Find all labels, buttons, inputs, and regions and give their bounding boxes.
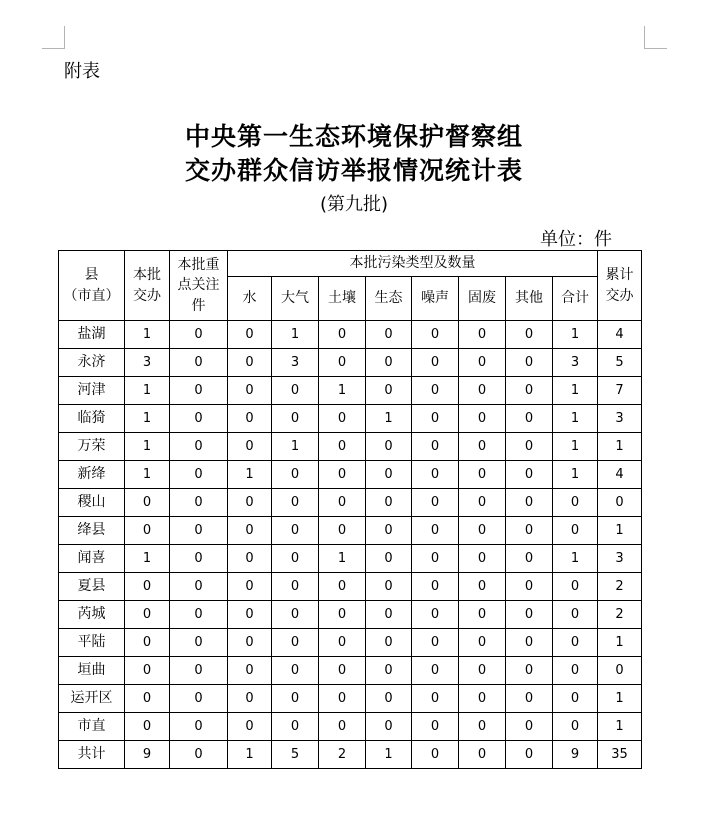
table-cell: 0: [366, 629, 412, 657]
table-cell: 0: [412, 629, 459, 657]
county-name: 河津: [59, 377, 125, 405]
table-cell: 9: [553, 741, 598, 769]
table-cell: 0: [366, 517, 412, 545]
table-cell: 1: [553, 545, 598, 573]
table-row: [59, 601, 642, 629]
table-cell: 1: [598, 433, 642, 461]
table-cell: 1: [598, 685, 642, 713]
table-cell: 5: [272, 741, 319, 769]
table-row: [59, 461, 642, 489]
table-cell: 1: [228, 461, 272, 489]
table-cell: 0: [553, 713, 598, 741]
table-cell: 0: [170, 377, 228, 405]
table-cell: 0: [553, 685, 598, 713]
table-cell: 1: [125, 321, 170, 349]
table-cell: 1: [598, 713, 642, 741]
table-cell: 0: [506, 741, 553, 769]
table-row: [59, 377, 642, 405]
table-cell: 0: [412, 713, 459, 741]
table-row: [59, 349, 642, 377]
table-cell: 0: [506, 545, 553, 573]
table-cell: 0: [412, 601, 459, 629]
table-cell: 0: [506, 461, 553, 489]
table-cell: 0: [319, 713, 366, 741]
table-cell: 0: [553, 489, 598, 517]
table-cell: 0: [319, 517, 366, 545]
table-cell: 4: [598, 461, 642, 489]
table-cell: 0: [553, 657, 598, 685]
table-cell: 0: [272, 461, 319, 489]
table-cell: 0: [272, 601, 319, 629]
county-name: 芮城: [59, 601, 125, 629]
table-cell: 0: [170, 629, 228, 657]
table-cell: 0: [272, 377, 319, 405]
county-name: 绛县: [59, 517, 125, 545]
table-cell: 9: [125, 741, 170, 769]
table-cell: 0: [170, 741, 228, 769]
table-row: [59, 657, 642, 685]
table-cell: 0: [366, 489, 412, 517]
table-cell: 0: [272, 545, 319, 573]
table-cell: 1: [125, 461, 170, 489]
table-cell: 0: [459, 545, 506, 573]
table-cell: 0: [459, 433, 506, 461]
table-cell: 0: [125, 629, 170, 657]
table-row: [59, 321, 642, 349]
table-cell: 1: [125, 377, 170, 405]
table-cell: 0: [170, 461, 228, 489]
table-cell: 1: [553, 405, 598, 433]
table-cell: 1: [125, 405, 170, 433]
table-cell: 0: [170, 685, 228, 713]
table-cell: 0: [319, 321, 366, 349]
table-cell: 0: [272, 489, 319, 517]
table-cell: 1: [272, 433, 319, 461]
header-batch-assigned: 本批 交办: [125, 251, 170, 321]
table-cell: 3: [272, 349, 319, 377]
table-cell: 0: [228, 685, 272, 713]
table-cell: 0: [319, 657, 366, 685]
table-row: [59, 545, 642, 573]
table-cell: 0: [272, 517, 319, 545]
table-cell: 0: [366, 573, 412, 601]
table-cell: 0: [459, 741, 506, 769]
table-cell: 0: [228, 405, 272, 433]
table-cell: 0: [228, 433, 272, 461]
table-cell: 0: [598, 657, 642, 685]
table-cell: 0: [228, 517, 272, 545]
table-cell: 0: [366, 545, 412, 573]
table-cell: 0: [366, 461, 412, 489]
table-cell: 1: [319, 377, 366, 405]
crop-mark-top-left: [42, 26, 65, 49]
table-cell: 0: [125, 657, 170, 685]
table-cell: 0: [459, 377, 506, 405]
county-name: 运开区: [59, 685, 125, 713]
table-cell: 0: [412, 545, 459, 573]
table-cell: 1: [553, 433, 598, 461]
table-cell: 0: [125, 489, 170, 517]
table-cell: 2: [598, 601, 642, 629]
table-cell: 0: [170, 657, 228, 685]
table-cell: 0: [272, 629, 319, 657]
table-cell: 3: [598, 545, 642, 573]
table-cell: 0: [319, 405, 366, 433]
table-row: [59, 741, 642, 769]
header-type: 其他: [506, 277, 553, 321]
crop-mark-top-right: [644, 26, 667, 49]
table-cell: 2: [598, 573, 642, 601]
table-cell: 0: [459, 517, 506, 545]
table-cell: 0: [228, 377, 272, 405]
table-cell: 0: [228, 713, 272, 741]
header-type: 水: [228, 277, 272, 321]
table-cell: 0: [272, 657, 319, 685]
table-cell: 1: [598, 629, 642, 657]
table-cell: 0: [170, 321, 228, 349]
table-cell: 1: [366, 741, 412, 769]
table-cell: 1: [598, 517, 642, 545]
table-cell: 0: [459, 601, 506, 629]
table-cell: 0: [366, 433, 412, 461]
table-cell: 1: [125, 433, 170, 461]
table-cell: 0: [553, 517, 598, 545]
table-cell: 0: [412, 489, 459, 517]
table-cell: 0: [506, 433, 553, 461]
table-cell: 1: [366, 405, 412, 433]
table-row: [59, 517, 642, 545]
header-type: 土壤: [319, 277, 366, 321]
table-cell: 0: [125, 713, 170, 741]
table-cell: 0: [228, 349, 272, 377]
table-cell: 0: [366, 601, 412, 629]
county-name: 市直: [59, 713, 125, 741]
table-cell: 0: [170, 433, 228, 461]
table-cell: 0: [170, 573, 228, 601]
batch-subtitle: (第九批): [319, 194, 389, 215]
table-cell: 0: [506, 601, 553, 629]
table-cell: 0: [506, 349, 553, 377]
header-type: 合计: [553, 277, 598, 321]
table-cell: 0: [506, 405, 553, 433]
table-cell: 0: [506, 377, 553, 405]
county-name: 新绛: [59, 461, 125, 489]
table-cell: 0: [506, 321, 553, 349]
county-name: 夏县: [59, 573, 125, 601]
table-row: [59, 489, 642, 517]
table-cell: 0: [170, 545, 228, 573]
table-cell: 0: [319, 629, 366, 657]
table-cell: 1: [125, 545, 170, 573]
table-cell: 0: [459, 629, 506, 657]
table-cell: 0: [412, 433, 459, 461]
table-cell: 0: [459, 461, 506, 489]
county-name: 稷山: [59, 489, 125, 517]
table-row: [59, 685, 642, 713]
table-cell: 1: [553, 377, 598, 405]
statistics-table: [58, 250, 642, 769]
table-cell: 0: [598, 489, 642, 517]
table-cell: 3: [598, 405, 642, 433]
table-cell: 0: [506, 657, 553, 685]
county-name: 临猗: [59, 405, 125, 433]
attachment-label: 附表: [64, 61, 100, 82]
table-row: [59, 573, 642, 601]
county-name: 万荣: [59, 433, 125, 461]
table-cell: 0: [553, 629, 598, 657]
table-cell: 0: [412, 405, 459, 433]
county-name: 永济: [59, 349, 125, 377]
table-row: [59, 629, 642, 657]
table-cell: 0: [366, 713, 412, 741]
table-cell: 0: [506, 629, 553, 657]
table-cell: 0: [272, 685, 319, 713]
table-cell: 0: [459, 685, 506, 713]
table-cell: 0: [366, 377, 412, 405]
table-cell: 0: [228, 573, 272, 601]
table-cell: 0: [319, 433, 366, 461]
table-cell: 0: [459, 657, 506, 685]
table-cell: 0: [412, 685, 459, 713]
table-cell: 7: [598, 377, 642, 405]
table-cell: 0: [170, 601, 228, 629]
table-cell: 0: [412, 349, 459, 377]
table-cell: 0: [506, 489, 553, 517]
table-cell: 0: [366, 349, 412, 377]
table-cell: 0: [412, 517, 459, 545]
header-type: 固废: [459, 277, 506, 321]
table-cell: 0: [170, 349, 228, 377]
table-cell: 0: [125, 601, 170, 629]
header-type: 大气: [272, 277, 319, 321]
county-name: 盐湖: [59, 321, 125, 349]
header-key-concern: 本批重 点关注 件: [170, 251, 228, 321]
header-county: 县 （市直）: [59, 251, 125, 321]
table-cell: 0: [319, 349, 366, 377]
table-cell: 0: [553, 573, 598, 601]
table-cell: 0: [506, 685, 553, 713]
table-cell: 0: [228, 489, 272, 517]
table-cell: 0: [412, 573, 459, 601]
table-cell: 0: [459, 713, 506, 741]
table-cell: 0: [459, 349, 506, 377]
table-cell: 0: [319, 685, 366, 713]
table-cell: 0: [170, 517, 228, 545]
document-title-line-1: 中央第一生态环境保护督察组: [184, 122, 523, 151]
table-cell: 0: [228, 545, 272, 573]
table-cell: 0: [412, 377, 459, 405]
table-cell: 0: [459, 489, 506, 517]
table-cell: 0: [125, 573, 170, 601]
table-cell: 0: [170, 405, 228, 433]
table-cell: 0: [412, 321, 459, 349]
table-cell: 0: [412, 657, 459, 685]
table-cell: 0: [272, 713, 319, 741]
table-cell: 0: [319, 601, 366, 629]
table-cell: 0: [366, 321, 412, 349]
table-cell: 0: [319, 573, 366, 601]
table-cell: 0: [366, 685, 412, 713]
document-title-line-2: 交办群众信访举报情况统计表: [184, 156, 523, 185]
table-cell: 5: [598, 349, 642, 377]
table-cell: 0: [506, 573, 553, 601]
header-type: 生态: [366, 277, 412, 321]
table-row: [59, 713, 642, 741]
table-cell: 0: [366, 657, 412, 685]
table-cell: 0: [506, 713, 553, 741]
table-cell: 0: [412, 461, 459, 489]
table-cell: 0: [553, 601, 598, 629]
table-cell: 1: [553, 461, 598, 489]
county-name: 垣曲: [59, 657, 125, 685]
table-cell: 0: [412, 741, 459, 769]
table-cell: 0: [319, 461, 366, 489]
unit-label: 单位：件: [540, 229, 612, 250]
table-cell: 0: [228, 321, 272, 349]
table-cell: 0: [272, 573, 319, 601]
table-cell: 1: [553, 321, 598, 349]
table-cell: 1: [228, 741, 272, 769]
table-cell: 0: [228, 629, 272, 657]
table-cell: 0: [272, 405, 319, 433]
table-cell: 0: [506, 517, 553, 545]
table-cell: 0: [228, 657, 272, 685]
table-cell: 0: [125, 517, 170, 545]
header-pollution-group: 本批污染类型及数量: [228, 251, 598, 277]
table-cell: 0: [228, 601, 272, 629]
header-cumulative: 累计 交办: [598, 251, 642, 321]
header-type: 噪声: [412, 277, 459, 321]
table-cell: 1: [272, 321, 319, 349]
table-cell: 0: [170, 713, 228, 741]
table-cell: 35: [598, 741, 642, 769]
table-cell: 2: [319, 741, 366, 769]
table-cell: 0: [170, 489, 228, 517]
table-cell: 1: [319, 545, 366, 573]
county-name: 共计: [59, 741, 125, 769]
county-name: 闻喜: [59, 545, 125, 573]
table-cell: 3: [553, 349, 598, 377]
table-cell: 0: [459, 573, 506, 601]
table-cell: 0: [125, 685, 170, 713]
table-cell: 0: [459, 405, 506, 433]
table-row: [59, 433, 642, 461]
table-cell: 0: [459, 321, 506, 349]
table-cell: 0: [319, 489, 366, 517]
table-row: [59, 405, 642, 433]
county-name: 平陆: [59, 629, 125, 657]
table-cell: 4: [598, 321, 642, 349]
table-cell: 3: [125, 349, 170, 377]
